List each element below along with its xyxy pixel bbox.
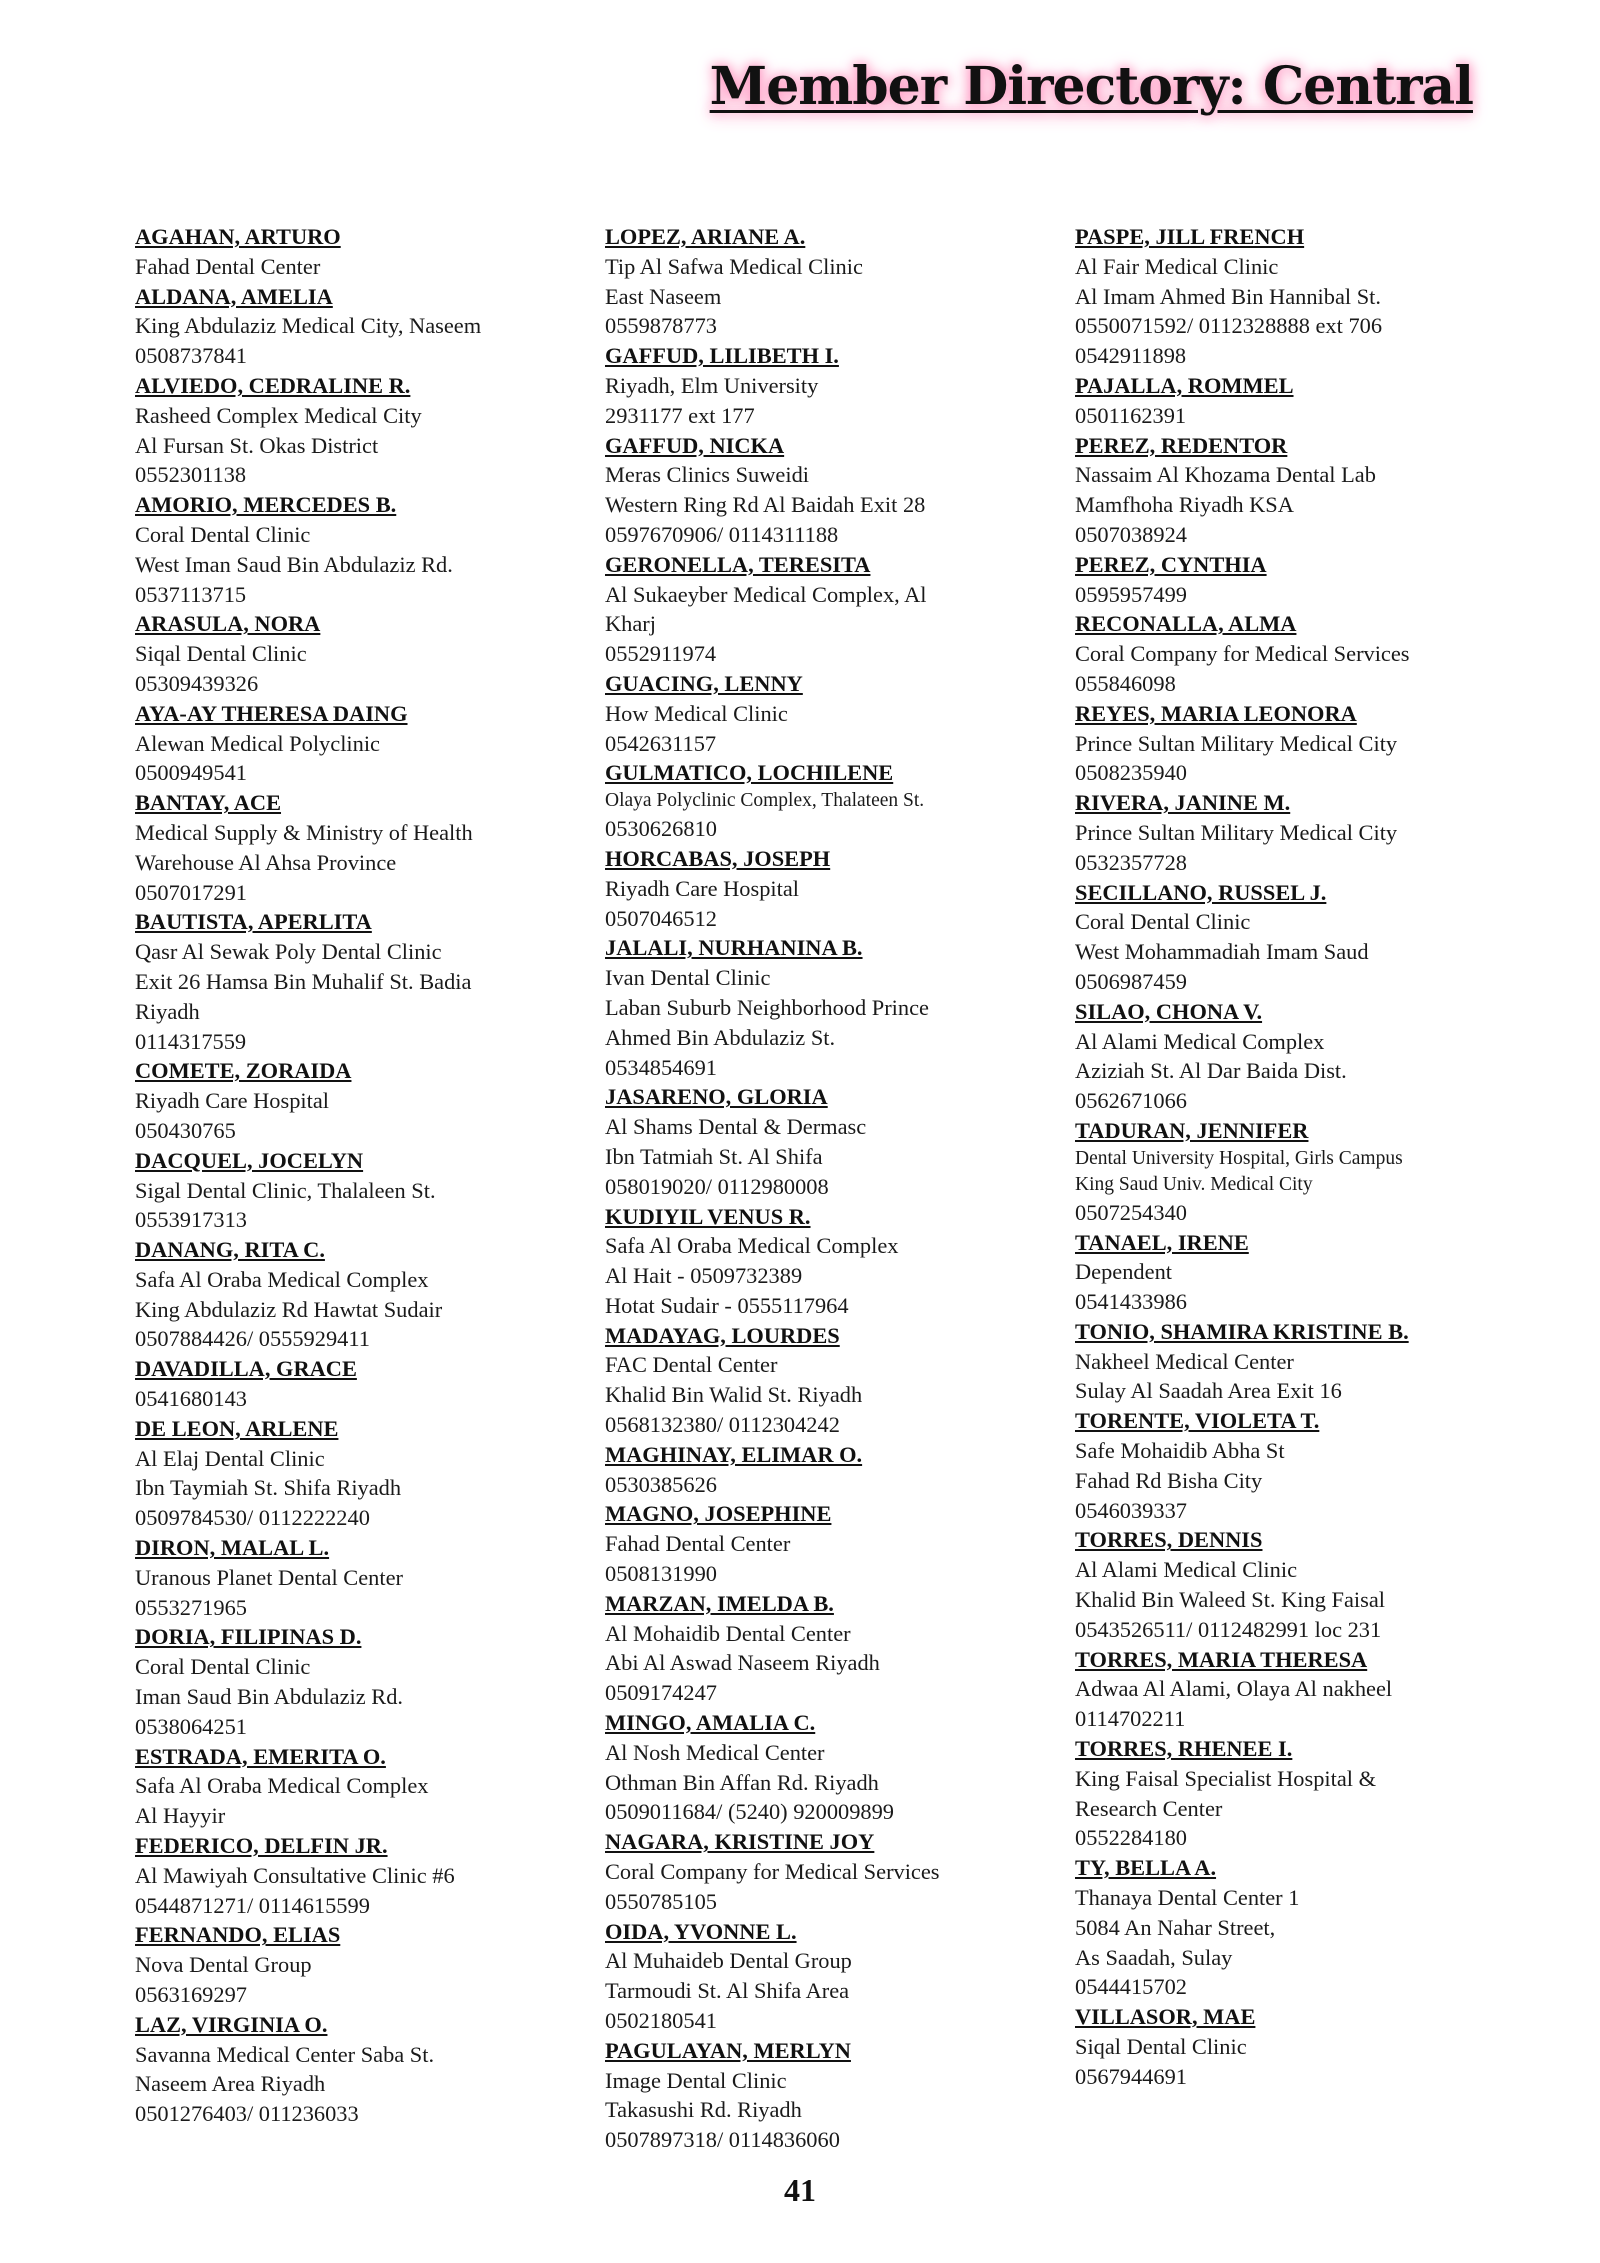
member-name: DE LEON, ARLENE: [135, 1415, 339, 1441]
member-detail-line: Othman Bin Affan Rd. Riyadh: [605, 1769, 879, 1795]
member-detail-line: 0552911974: [605, 641, 717, 667]
member-detail-line: Khalid Bin Waleed St. King Faisal: [1075, 1587, 1385, 1613]
member-entry: [135, 1056, 575, 1145]
member-entry: [605, 341, 1045, 430]
member-entry: [1075, 1734, 1515, 1853]
member-entry: [1075, 1645, 1515, 1734]
member-detail-line: East Naseem: [605, 283, 722, 309]
member-entry: [135, 907, 575, 1056]
member-name: PEREZ, CYNTHIA: [1075, 551, 1267, 577]
directory-column-2: [605, 222, 1045, 2155]
member-detail-line: 055846098: [1075, 670, 1176, 696]
member-name: ESTRADA, EMERITA O.: [135, 1743, 386, 1769]
member-detail-line: 0567944691: [1075, 2063, 1187, 2089]
member-detail-line: 0562671066: [1075, 1088, 1187, 1114]
member-entry: [605, 1827, 1045, 1916]
member-entry: [1075, 1406, 1515, 1525]
member-entry: [605, 550, 1045, 669]
member-detail-line: 0507038924: [1075, 521, 1187, 547]
member-detail-line: Nakheel Medical Center: [1075, 1348, 1294, 1374]
member-name: LAZ, VIRGINIA O.: [135, 2011, 328, 2037]
member-detail-line: 0537113715: [135, 581, 247, 607]
member-name: BAUTISTA, APERLITA: [135, 909, 372, 935]
member-detail-line: 0553271965: [135, 1594, 247, 1620]
member-name: MAGNO, JOSEPHINE: [605, 1501, 832, 1527]
member-detail-line: Coral Company for Medical Services: [1075, 641, 1410, 667]
member-detail-line: 0553917313: [135, 1207, 247, 1233]
member-entry: [605, 1082, 1045, 1201]
member-detail-line: 0508235940: [1075, 760, 1187, 786]
member-detail-line: Al Hayyir: [135, 1803, 226, 1829]
member-entry: [605, 2036, 1045, 2155]
member-name: FEDERICO, DELFIN JR.: [135, 1833, 388, 1859]
member-detail-line: 0508131990: [605, 1561, 717, 1587]
member-detail-line: Riyadh Care Hospital: [605, 875, 800, 901]
member-detail-line: Prince Sultan Military Medical City: [1075, 819, 1398, 845]
member-detail-line: Al Muhaideb Dental Group: [605, 1948, 852, 1974]
member-detail-line: 0550785105: [605, 1888, 717, 1914]
member-name: PEREZ, REDENTOR: [1075, 432, 1288, 458]
member-name: DANANG, RITA C.: [135, 1237, 325, 1263]
member-entry: [135, 699, 575, 788]
member-name: ALDANA, AMELIA: [135, 283, 333, 309]
member-detail-line: King Abdulaziz Rd Hawtat Sudair: [135, 1296, 443, 1322]
member-detail-line: Western Ring Rd Al Baidah Exit 28: [605, 492, 926, 518]
member-name: DORIA, FILIPINAS D.: [135, 1624, 362, 1650]
member-detail-line: 05309439326: [135, 670, 259, 696]
member-detail-line: 2931177 ext 177: [605, 402, 755, 428]
member-detail-line: 0559878773: [605, 313, 717, 339]
member-name: PASPE, JILL FRENCH: [1075, 224, 1305, 249]
member-entry: [135, 1533, 575, 1622]
member-entry: [605, 1202, 1045, 1321]
member-detail-line: 0530385626: [605, 1471, 717, 1497]
member-name: MAGHINAY, ELIMAR O.: [605, 1441, 863, 1467]
member-entry: [1075, 878, 1515, 997]
member-detail-line: 0595957499: [1075, 581, 1187, 607]
member-detail-line: Uranous Planet Dental Center: [135, 1564, 403, 1590]
member-detail-line: Ahmed Bin Abdulaziz St.: [605, 1024, 836, 1050]
member-name: TONIO, SHAMIRA KRISTINE B.: [1075, 1318, 1409, 1344]
member-detail-line: Sulay Al Saadah Area Exit 16: [1075, 1378, 1342, 1404]
member-detail-line: FAC Dental Center: [605, 1352, 778, 1378]
member-detail-line: Ivan Dental Clinic: [605, 965, 771, 991]
member-detail-line: 0501162391: [1075, 402, 1187, 428]
member-name: DAVADILLA, GRACE: [135, 1356, 357, 1382]
member-detail-line: Adwaa Al Alami, Olaya Al nakheel: [1075, 1676, 1393, 1702]
member-detail-line: 0508737841: [135, 343, 247, 369]
member-entry: [1075, 222, 1515, 371]
member-name: RIVERA, JANINE M.: [1075, 790, 1291, 816]
member-detail-line: 0509784530/ 0112222240: [135, 1505, 370, 1531]
member-detail-line: Olaya Polyclinic Complex, Thalateen St.: [605, 790, 925, 812]
member-detail-line: Riyadh Care Hospital: [135, 1088, 330, 1114]
member-detail-line: 0534854691: [605, 1054, 717, 1080]
member-detail-line: 0550071592/ 0112328888 ext 706: [1075, 313, 1383, 339]
member-detail-line: Ibn Taymiah St. Shifa Riyadh: [135, 1475, 402, 1501]
member-name: GERONELLA, TERESITA: [605, 551, 871, 577]
member-detail-line: West Mohammadiah Imam Saud: [1075, 939, 1369, 965]
member-detail-line: Riyadh, Elm University: [605, 372, 819, 398]
member-detail-line: Naseem Area Riyadh: [135, 2071, 326, 2097]
member-detail-line: 0544415702: [1075, 1974, 1187, 2000]
member-name: REYES, MARIA LEONORA: [1075, 700, 1357, 726]
member-detail-line: 0544871271/ 0114615599: [135, 1892, 370, 1918]
member-detail-line: 0597670906/ 0114311188: [605, 521, 839, 547]
member-detail-line: Al Shams Dental & Dermasc: [605, 1114, 867, 1140]
member-detail-line: Research Center: [1075, 1795, 1223, 1821]
member-detail-line: Safa Al Oraba Medical Complex: [605, 1233, 899, 1259]
member-detail-line: Siqal Dental Clinic: [135, 641, 307, 667]
member-detail-line: Al Fair Medical Clinic: [1075, 253, 1279, 279]
member-detail-line: 058019020/ 0112980008: [605, 1173, 829, 1199]
member-entry: [605, 1917, 1045, 2036]
member-detail-line: Al Mohaidib Dental Center: [605, 1620, 851, 1646]
member-detail-line: King Saud Univ. Medical City: [1075, 1173, 1313, 1195]
member-entry: [135, 1354, 575, 1414]
member-name: SECILLANO, RUSSEL J.: [1075, 879, 1327, 905]
member-detail-line: 0502180541: [605, 2008, 717, 2034]
member-entry: [135, 1920, 575, 2009]
member-name: VILLASOR, MAE: [1075, 2004, 1256, 2030]
member-name: TORRES, MARIA THERESA: [1075, 1646, 1368, 1672]
member-name: KUDIYIL VENUS R.: [605, 1203, 811, 1229]
member-detail-line: Tarmoudi St. Al Shifa Area: [605, 1978, 850, 2004]
member-name: TANAEL, IRENE: [1075, 1229, 1249, 1255]
member-detail-line: 0568132380/ 0112304242: [605, 1412, 840, 1438]
member-detail-line: Al Imam Ahmed Bin Hannibal St.: [1075, 283, 1381, 309]
member-entry: [1075, 788, 1515, 877]
page-number: 41: [784, 2172, 816, 2208]
member-name: MADAYAG, LOURDES: [605, 1322, 840, 1348]
member-detail-line: Nassaim Al Khozama Dental Lab: [1075, 462, 1376, 488]
member-detail-line: Mamfhoha Riyadh KSA: [1075, 492, 1294, 518]
member-name: PAGULAYAN, MERLYN: [605, 2037, 851, 2063]
member-entry: [605, 1321, 1045, 1440]
member-detail-line: Hotat Sudair - 0555117964: [605, 1292, 849, 1318]
member-detail-line: 0542911898: [1075, 343, 1187, 369]
member-detail-line: 0543526511/ 0112482991 loc 231: [1075, 1616, 1382, 1642]
member-name: DACQUEL, JOCELYN: [135, 1147, 364, 1173]
member-detail-line: Sigal Dental Clinic, Thalaleen St.: [135, 1177, 436, 1203]
member-detail-line: Rasheed Complex Medical City: [135, 402, 422, 428]
member-detail-line: Savanna Medical Center Saba St.: [135, 2041, 435, 2067]
member-detail-line: Al Nosh Medical Center: [605, 1739, 825, 1765]
member-name: AGAHAN, ARTURO: [135, 224, 341, 249]
member-entry: [1075, 1228, 1515, 1317]
member-name: PAJALLA, ROMMEL: [1075, 372, 1294, 398]
member-detail-line: Khalid Bin Walid St. Riyadh: [605, 1382, 863, 1408]
member-detail-line: Tip Al Safwa Medical Clinic: [605, 253, 863, 279]
member-detail-line: 0501276403/ 011236033: [135, 2101, 359, 2127]
member-name: AYA-AY THERESA DAING: [135, 700, 408, 726]
member-entry: [605, 933, 1045, 1082]
member-entry: [605, 844, 1045, 933]
member-entry: [135, 2010, 575, 2129]
member-name: GAFFUD, LILIBETH I.: [605, 343, 839, 369]
member-detail-line: Thanaya Dental Center 1: [1075, 1885, 1300, 1911]
member-detail-line: 0532357728: [1075, 849, 1187, 875]
member-detail-line: Alewan Medical Polyclinic: [135, 730, 380, 756]
member-detail-line: Coral Dental Clinic: [135, 521, 311, 547]
member-detail-line: 0507884426/ 0555929411: [135, 1326, 370, 1352]
member-name: TORRES, RHENEE I.: [1075, 1736, 1293, 1762]
member-name: TORRES, DENNIS: [1075, 1527, 1263, 1553]
member-detail-line: Laban Suburb Neighborhood Prince: [605, 994, 929, 1020]
member-detail-line: Dependent: [1075, 1259, 1172, 1285]
member-entry: [135, 609, 575, 698]
member-entry: [135, 1831, 575, 1920]
member-entry: [1075, 371, 1515, 431]
member-detail-line: 0509174247: [605, 1680, 717, 1706]
member-detail-line: 0530626810: [605, 816, 717, 842]
member-entry: [605, 758, 1045, 844]
member-detail-line: Al Alami Medical Complex: [1075, 1028, 1325, 1054]
member-name: HORCABAS, JOSEPH: [605, 845, 831, 871]
member-detail-line: 0563169297: [135, 1982, 247, 2008]
member-detail-line: Coral Company for Medical Services: [605, 1859, 940, 1885]
member-detail-line: 0542631157: [605, 730, 717, 756]
member-name: JASARENO, GLORIA: [605, 1084, 828, 1110]
member-entry: [605, 431, 1045, 550]
member-detail-line: As Saadah, Sulay: [1075, 1944, 1233, 1970]
member-name: MINGO, AMALIA C.: [605, 1710, 816, 1736]
member-entry: [1075, 1525, 1515, 1644]
member-name: ARASULA, NORA: [135, 611, 321, 637]
member-detail-line: Nova Dental Group: [135, 1952, 312, 1978]
member-detail-line: Coral Dental Clinic: [1075, 909, 1251, 935]
member-detail-line: Meras Clinics Suweidi: [605, 462, 809, 488]
member-detail-line: Siqal Dental Clinic: [1075, 2034, 1247, 2060]
member-entry: [1075, 550, 1515, 610]
member-name: FERNANDO, ELIAS: [135, 1922, 341, 1948]
member-detail-line: Safa Al Oraba Medical Complex: [135, 1773, 429, 1799]
member-entry: [135, 1414, 575, 1533]
member-detail-line: Safe Mohaidib Abha St: [1075, 1438, 1285, 1464]
member-detail-line: Al Alami Medical Clinic: [1075, 1557, 1298, 1583]
member-detail-line: Riyadh: [135, 998, 200, 1024]
member-name: GULMATICO, LOCHILENE: [605, 760, 894, 786]
member-detail-line: Dental University Hospital, Girls Campus: [1075, 1147, 1403, 1169]
member-detail-line: Fahad Dental Center: [135, 253, 321, 279]
member-detail-line: Iman Saud Bin Abdulaziz Rd.: [135, 1684, 404, 1710]
member-entry: [1075, 1317, 1515, 1406]
member-detail-line: 0506987459: [1075, 968, 1187, 994]
member-entry: [1075, 1853, 1515, 2002]
member-entry: [135, 222, 575, 282]
member-entry: [1075, 431, 1515, 550]
member-entry: [135, 1146, 575, 1235]
member-entry: [135, 788, 575, 907]
member-entry: [1075, 1116, 1515, 1228]
member-entry: [135, 1742, 575, 1831]
member-detail-line: 050430765: [135, 1117, 236, 1143]
member-detail-line: Al Mawiyah Consultative Clinic #6: [135, 1862, 455, 1888]
member-detail-line: Ibn Tatmiah St. Al Shifa: [605, 1143, 823, 1169]
member-detail-line: 0114317559: [135, 1028, 247, 1054]
member-name: TADURAN, JENNIFER: [1075, 1117, 1309, 1143]
member-detail-line: Al Sukaeyber Medical Complex, Al: [605, 581, 927, 607]
member-detail-line: 5084 An Nahar Street,: [1075, 1914, 1276, 1940]
member-name: NAGARA, KRISTINE JOY: [605, 1829, 875, 1855]
member-entry: [1075, 2002, 1515, 2091]
member-name: TORENTE, VIOLETA T.: [1075, 1408, 1320, 1434]
member-detail-line: Safa Al Oraba Medical Complex: [135, 1266, 429, 1292]
member-name: SILAO, CHONA V.: [1075, 998, 1263, 1024]
member-name: COMETE, ZORAIDA: [135, 1058, 352, 1084]
member-detail-line: 0541680143: [135, 1386, 247, 1412]
member-name: JALALI, NURHANINA B.: [605, 935, 863, 961]
member-entry: [605, 669, 1045, 758]
member-entry: [135, 1622, 575, 1741]
member-name: LOPEZ, ARIANE A.: [605, 224, 806, 249]
member-detail-line: 0507897318/ 0114836060: [605, 2127, 840, 2153]
member-detail-line: 0500949541: [135, 760, 247, 786]
member-detail-line: Fahad Dental Center: [605, 1531, 791, 1557]
member-entry: [135, 371, 575, 490]
member-detail-line: Aziziah St. Al Dar Baida Dist.: [1075, 1058, 1347, 1084]
member-name: OIDA, YVONNE L.: [605, 1918, 797, 1944]
member-entry: [1075, 699, 1515, 788]
member-detail-line: 0546039337: [1075, 1497, 1187, 1523]
member-entry: [605, 1589, 1045, 1708]
member-name: GAFFUD, NICKA: [605, 432, 785, 458]
member-name: RECONALLA, ALMA: [1075, 611, 1297, 637]
member-entry: [135, 282, 575, 371]
member-detail-line: Coral Dental Clinic: [135, 1654, 311, 1680]
member-entry: [605, 1440, 1045, 1500]
member-entry: [1075, 609, 1515, 698]
member-detail-line: Abi Al Aswad Naseem Riyadh: [605, 1650, 880, 1676]
member-name: GUACING, LENNY: [605, 670, 803, 696]
member-detail-line: 0552301138: [135, 462, 247, 488]
member-name: BANTAY, ACE: [135, 790, 282, 816]
member-detail-line: King Abdulaziz Medical City, Naseem: [135, 313, 482, 339]
member-detail-line: 0114702211: [1075, 1706, 1186, 1732]
member-entry: [135, 490, 575, 609]
member-detail-line: Takasushi Rd. Riyadh: [605, 2097, 802, 2123]
member-detail-line: Al Hait - 0509732389: [605, 1263, 803, 1289]
member-detail-line: 0541433986: [1075, 1289, 1187, 1315]
member-entry: [605, 1708, 1045, 1827]
member-detail-line: Al Fursan St. Okas District: [135, 432, 379, 458]
member-detail-line: Image Dental Clinic: [605, 2067, 787, 2093]
member-detail-line: 0552284180: [1075, 1825, 1187, 1851]
member-detail-line: Medical Supply & Ministry of Health: [135, 819, 473, 845]
member-detail-line: Qasr Al Sewak Poly Dental Clinic: [135, 939, 442, 965]
member-detail-line: Kharj: [605, 611, 656, 637]
member-detail-line: 0507254340: [1075, 1199, 1187, 1225]
member-entry: [605, 222, 1045, 341]
member-name: AMORIO, MERCEDES B.: [135, 492, 397, 518]
member-detail-line: 0509011684/ (5240) 920009899: [605, 1799, 894, 1825]
member-entry: [135, 1235, 575, 1354]
directory-column-3: [1075, 222, 1515, 2092]
member-detail-line: Prince Sultan Military Medical City: [1075, 730, 1398, 756]
member-entry: [605, 1499, 1045, 1588]
member-detail-line: Fahad Rd Bisha City: [1075, 1467, 1263, 1493]
page-title: Member Directory: Central: [709, 56, 1473, 117]
member-detail-line: Warehouse Al Ahsa Province: [135, 849, 397, 875]
directory-column-1: [135, 222, 575, 2129]
member-name: MARZAN, IMELDA B.: [605, 1590, 834, 1616]
member-detail-line: 0507017291: [135, 879, 247, 905]
member-detail-line: Al Elaj Dental Clinic: [135, 1445, 325, 1471]
member-detail-line: How Medical Clinic: [605, 700, 788, 726]
member-name: ALVIEDO, CEDRALINE R.: [135, 372, 411, 398]
member-detail-line: King Faisal Specialist Hospital &: [1075, 1765, 1377, 1791]
member-detail-line: 0538064251: [135, 1713, 247, 1739]
member-name: DIRON, MALAL L.: [135, 1535, 330, 1561]
member-detail-line: Exit 26 Hamsa Bin Muhalif St. Badia: [135, 968, 472, 994]
member-detail-line: 0507046512: [605, 905, 717, 931]
member-name: TY, BELLA A.: [1075, 1855, 1217, 1881]
member-entry: [1075, 997, 1515, 1116]
member-detail-line: West Iman Saud Bin Abdulaziz Rd.: [135, 551, 453, 577]
